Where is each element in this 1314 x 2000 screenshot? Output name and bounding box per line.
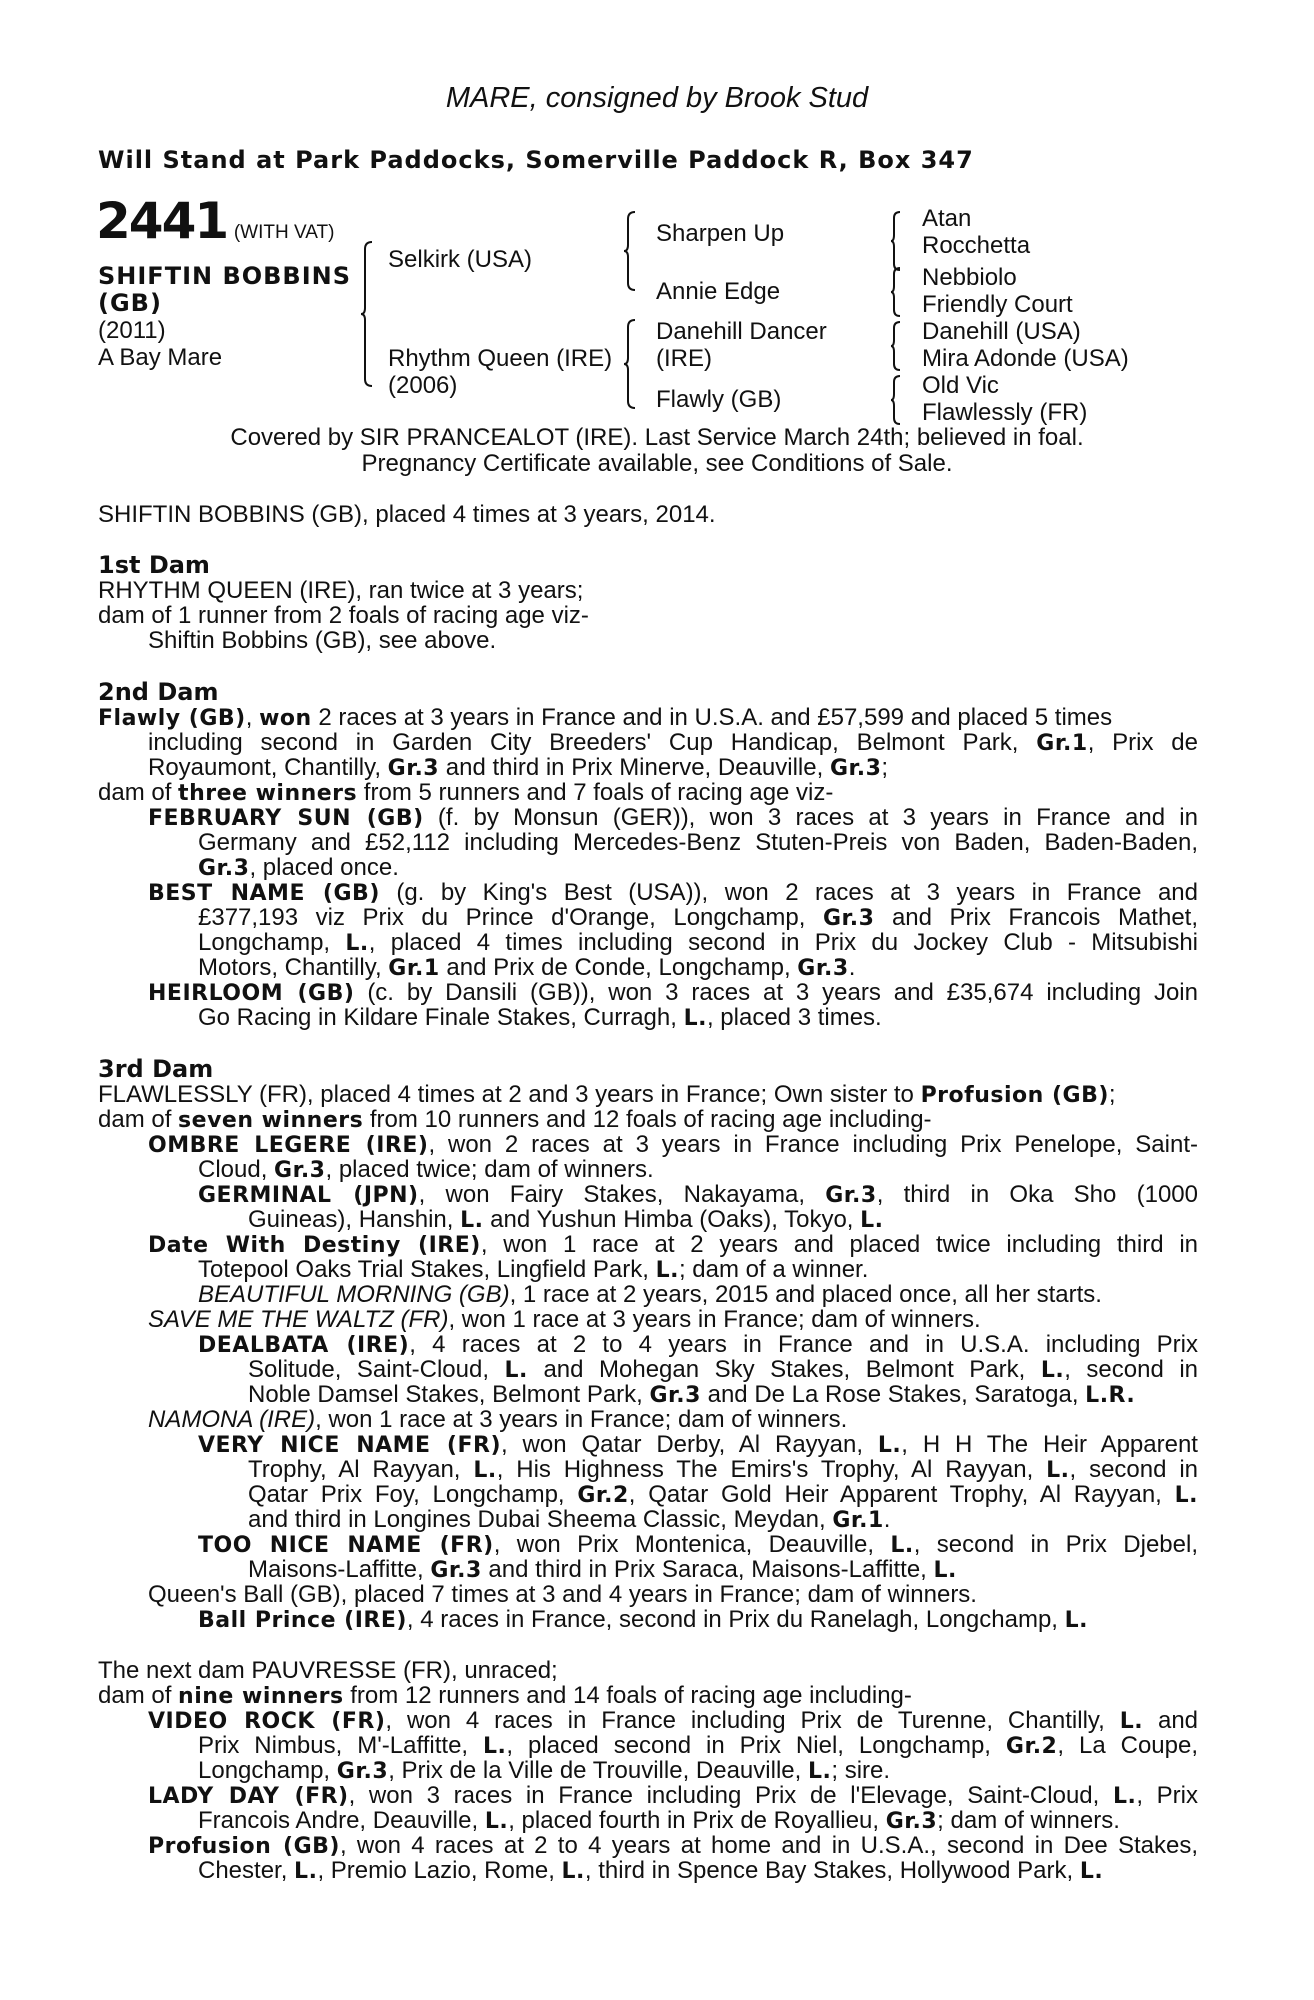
grade: L.: [561, 1859, 585, 1884]
dam-sire: Danehill Dancer: [656, 318, 827, 345]
stand-location: Will Stand at Park Paddocks, Somerville Paddock R, Box 347: [98, 146, 974, 174]
deal-line3: [248, 1382, 1135, 1408]
summary: SHIFTIN BOBBINS (GB), placed 4 times at 3 years, 2014.: [98, 501, 716, 528]
sire-dam: Annie Edge: [656, 278, 781, 305]
text: and: [1143, 1707, 1199, 1734]
text: including second in Garden City Breeders' Cup Handicap, Belmont Park,: [148, 729, 1037, 756]
gg-1: Atan: [922, 205, 972, 232]
deal-line2: [248, 1357, 1198, 1383]
grade: Gr.1: [832, 1508, 884, 1533]
brace-g1: [890, 210, 902, 272]
text: Cloud,: [198, 1156, 275, 1183]
germ-line2: [248, 1207, 884, 1233]
video-line1: [148, 1708, 1198, 1734]
text: Germany and £52,112 including Mercedes-Benz Stuten-Preis von Baden, Baden-Baden,: [198, 829, 1198, 856]
text: , placed 4 times including second in Prix du Jockey Club - Mitsubishi: [368, 929, 1198, 956]
grade: L.: [484, 1809, 509, 1834]
horse-name: BEST NAME (GB): [148, 881, 380, 906]
text: , His Highness The Emirs's Trophy, Al Rayyan,: [496, 1456, 1047, 1483]
horse-name-line2: (GB): [98, 289, 162, 317]
horse-name: NAMONA (IRE): [148, 1406, 316, 1433]
flawly-name: Flawly (GB): [98, 706, 246, 731]
save-line: [148, 1307, 981, 1332]
text: (f. by Monsun (GER)), won 3 races at 3 years in France and in: [423, 804, 1198, 831]
text: £377,193 viz Prix du Prince d'Orange, Longchamp,: [198, 904, 823, 931]
video-line3: [198, 1758, 890, 1784]
horse-name: Ball Prince (IRE): [198, 1608, 407, 1633]
grade: L.: [877, 1433, 902, 1458]
flawly-won: won: [259, 706, 312, 731]
text: and third in Longines Dubai Sheema Classic, Meydan,: [248, 1506, 833, 1533]
third-dam-heading: 3rd Dam: [98, 1055, 214, 1083]
horse-name: VERY NICE NAME (FR): [198, 1433, 502, 1458]
text: , second in: [1069, 1456, 1199, 1483]
text: Francois Andre, Deauville,: [198, 1807, 485, 1834]
very-line2: [248, 1457, 1198, 1483]
horse-name: Profusion (GB): [920, 1083, 1109, 1108]
ombre-line2: [198, 1157, 654, 1183]
very-line1: [198, 1432, 1198, 1458]
text: , won Qatar Derby, Al Rayyan,: [501, 1431, 878, 1458]
lot-header: [96, 192, 335, 250]
horse-name: TOO NICE NAME (FR): [198, 1533, 494, 1558]
first-dam-line: RHYTHM QUEEN (IRE), ran twice at 3 years;: [98, 577, 584, 604]
text: from 12 runners and 14 foals of racing age including-: [343, 1682, 912, 1709]
grade: L.: [345, 931, 369, 956]
horse-name: GERMINAL (JPN): [198, 1183, 419, 1208]
horse-year: (2011): [98, 317, 166, 344]
namona-line: [148, 1407, 847, 1432]
text: , Qatar Gold Heir Apparent Trophy, Al Rayyan,: [628, 1481, 1175, 1508]
grade: Gr.3: [825, 1183, 877, 1208]
lot-vat: (WITH VAT): [233, 222, 335, 243]
heir-line2: [198, 1005, 882, 1031]
gg-4: Friendly Court: [922, 291, 1073, 318]
covering-line2: Pregnancy Certificate available, see Conditions of Sale.: [361, 450, 953, 477]
ball-line: [198, 1607, 1088, 1633]
text: (c. by Dansili (GB)), won 3 races at 3 years and £35,674 including Join: [354, 979, 1198, 1006]
first-dam-heading: 1st Dam: [98, 551, 210, 579]
text: (g. by King's Best (USA)), won 2 races at 3 years in France and: [379, 879, 1198, 906]
grade: L.: [1046, 1458, 1070, 1483]
grade: Gr.3: [198, 856, 250, 881]
queens-line: Queen's Ball (GB), placed 7 times at 3 and 4 years in France; dam of winners.: [148, 1581, 977, 1608]
text: , won 4 races at 2 to 4 years at home and in U.S.A., second in Dee Stakes,: [339, 1832, 1198, 1859]
text: Trophy, Al Rayyan,: [248, 1456, 474, 1483]
grade: L.: [890, 1533, 914, 1558]
horse-name: HEIRLOOM (GB): [148, 981, 355, 1006]
horse-name: Profusion (GB): [148, 1834, 340, 1859]
text: and Prix Francois Mathet,: [874, 904, 1199, 931]
sale-title: MARE, consigned by Brook Stud: [445, 82, 869, 114]
grade: L.: [860, 1208, 884, 1233]
grade: L.: [1119, 1709, 1144, 1734]
best-line4: [198, 955, 855, 981]
sire: Selkirk (USA): [388, 246, 533, 273]
dam-dam: Flawly (GB): [656, 386, 782, 413]
gg-2: Rocchetta: [922, 232, 1031, 259]
text: , won 1 race at 3 years in France; dam of winners.: [315, 1406, 848, 1433]
gg-7: Old Vic: [922, 372, 999, 399]
first-dam-line: dam of 1 runner from 2 foals of racing age viz-: [98, 602, 589, 629]
text: and Prix de Conde, Longchamp,: [439, 954, 798, 981]
second-dam-heading: 2nd Dam: [98, 678, 219, 706]
date-line2: [198, 1257, 868, 1283]
text: ; dam of winners.: [937, 1807, 1120, 1834]
grade: L.: [1112, 1784, 1137, 1809]
text: , won 1 race at 3 years in France; dam of winners.: [448, 1306, 981, 1333]
text: , placed once.: [249, 854, 399, 881]
text: , Prix de: [1087, 729, 1198, 756]
text: FLAWLESSLY (FR), placed 4 times at 2 and 3 years in France; Own sister to: [98, 1081, 921, 1108]
horse-name: BEAUTIFUL MORNING (GB): [198, 1281, 510, 1308]
very-line4: [248, 1507, 890, 1533]
text: , Prix: [1136, 1782, 1198, 1809]
horse-name: Date With Destiny (IRE): [148, 1233, 481, 1258]
text: and third in Prix Minerve, Deauville,: [439, 754, 830, 781]
flawly-line2: [148, 730, 1198, 756]
lot-number: 2441: [96, 192, 228, 250]
text: from 5 runners and 7 foals of racing age viz-: [357, 779, 834, 806]
horse-name: SAVE ME THE WALTZ (FR): [148, 1306, 449, 1333]
text: Solitude, Saint-Cloud,: [248, 1356, 505, 1383]
text: , won 4 races in France including Prix de Turenne, Chantilly,: [385, 1707, 1120, 1734]
text: , third in Spence Bay Stakes, Hollywood Park,: [584, 1857, 1080, 1884]
grade: Gr.3: [829, 756, 882, 781]
grade: L.: [504, 1358, 528, 1383]
winners-count: nine winners: [178, 1684, 344, 1709]
text: , 1 race at 2 years, 2015 and placed once, all her starts.: [509, 1281, 1102, 1308]
text: , won 1 race at 2 years and placed twice including third in: [480, 1231, 1198, 1258]
brace-main: [360, 240, 374, 388]
text: ;: [881, 754, 889, 781]
text: , won 3 races in France including Prix de l'Elevage, Saint-Cloud,: [348, 1782, 1113, 1809]
third-dam-line2: [98, 1107, 932, 1133]
dam: Rhythm Queen (IRE): [388, 345, 613, 372]
grade: Gr.3: [336, 1759, 389, 1784]
text: , 4 races in France, second in Prix du Ranelagh, Longchamp,: [406, 1606, 1065, 1633]
grade: L.: [1040, 1358, 1065, 1383]
text: ;: [1108, 1081, 1116, 1108]
brace-g4: [890, 374, 902, 426]
text: .: [883, 1506, 891, 1533]
flawly-line3: [148, 755, 888, 781]
text: from 10 runners and 12 foals of racing age including-: [363, 1106, 932, 1133]
text: Prix Nimbus, M'-Laffitte,: [198, 1732, 484, 1759]
brace-sire: [623, 210, 637, 292]
text: Chester,: [198, 1857, 295, 1884]
horse-name: OMBRE LEGERE (IRE): [148, 1133, 429, 1158]
horse-name: DEALBATA (IRE): [198, 1333, 410, 1358]
too-line1: [198, 1532, 1198, 1558]
text: and Yushun Himba (Oaks), Tokyo,: [483, 1206, 861, 1233]
text: Maisons-Laffitte,: [248, 1556, 431, 1583]
video-line2: [198, 1733, 1198, 1759]
grade: L.: [294, 1859, 318, 1884]
text: , H H The Heir Apparent: [901, 1431, 1198, 1458]
beaut-line: [198, 1282, 1102, 1307]
pedigree-table: [0, 0, 1314, 470]
text: , La Coupe,: [1057, 1732, 1198, 1759]
grade: L.: [655, 1258, 679, 1283]
winners-count: seven winners: [178, 1108, 364, 1133]
text: Longchamp,: [198, 929, 346, 956]
grade: L.: [933, 1558, 957, 1583]
text: , placed second in Prix Niel, Longchamp,: [506, 1732, 1006, 1759]
best-line1: [148, 880, 1198, 906]
first-dam-line: Shiftin Bobbins (GB), see above.: [148, 627, 497, 654]
text: and De La Rose Stakes, Saratoga,: [700, 1381, 1086, 1408]
text: dam of: [98, 1106, 179, 1133]
flawly-line1: Flawly (GB), won 2 races at 3 years in France and in U.S.A. and £57,599 and placed 5 times: [98, 704, 1113, 731]
grade: Gr.3: [885, 1809, 938, 1834]
grade: L.: [473, 1458, 497, 1483]
next-dam-line2: [98, 1683, 912, 1709]
covering-line1: Covered by SIR PRANCEALOT (IRE). Last Service March 24th; believed in foal.: [230, 424, 1084, 451]
grade: L.: [683, 1006, 707, 1031]
text: ; sire.: [831, 1757, 891, 1784]
brace-dam: [623, 318, 637, 410]
text: , won Fairy Stakes, Nakayama,: [418, 1181, 826, 1208]
grade: L.: [1064, 1608, 1089, 1633]
text: and third in Prix Saraca, Maisons-Laffitte,: [481, 1556, 934, 1583]
text: , placed 3 times.: [706, 1004, 882, 1031]
text: , Prix de la Ville de Trouville, Deauville,: [388, 1757, 808, 1784]
text: Qatar Prix Foy, Longchamp,: [248, 1481, 578, 1508]
text: dam of: [98, 1682, 179, 1709]
very-line3: [248, 1482, 1198, 1508]
dam-sire-line2: (IRE): [656, 345, 712, 372]
text: ; dam of a winner.: [678, 1256, 869, 1283]
text: Guineas), Hanshin,: [248, 1206, 461, 1233]
next-dam-line1: The next dam PAUVRESSE (FR), unraced;: [98, 1657, 558, 1684]
horse-name: FEBRUARY SUN (GB): [148, 806, 424, 831]
text: dam of: [98, 779, 179, 806]
text: Go Racing in Kildare Finale Stakes, Curragh,: [198, 1004, 684, 1031]
grade: Gr.3: [387, 756, 440, 781]
text: , Premio Lazio, Rome,: [317, 1857, 562, 1884]
text: Totepool Oaks Trial Stakes, Lingfield Park,: [198, 1256, 656, 1283]
sire-sire: Sharpen Up: [656, 220, 785, 247]
text: .: [848, 954, 856, 981]
text: , 4 races at 2 to 4 years in France and in U.S.A. including Prix: [409, 1331, 1199, 1358]
heir-line1: [148, 980, 1198, 1006]
grade: Gr.1: [1036, 731, 1088, 756]
grade: Gr.3: [430, 1558, 482, 1583]
gg-8: Flawlessly (FR): [922, 399, 1088, 426]
third-dam-line1: [98, 1082, 1116, 1108]
horse-name: VIDEO ROCK (FR): [148, 1709, 386, 1734]
horse-name-line1: SHIFTIN BOBBINS: [98, 262, 352, 290]
grade: L.: [460, 1208, 484, 1233]
grade: L.: [1079, 1859, 1104, 1884]
date-line1: [148, 1232, 1198, 1258]
lady-line2: [198, 1808, 1120, 1834]
lady-line1: [148, 1783, 1198, 1809]
prof-line1: [148, 1833, 1198, 1859]
text: Motors, Chantilly,: [198, 954, 389, 981]
text: , placed fourth in Prix de Royallieu,: [508, 1807, 886, 1834]
grade: L.: [483, 1734, 507, 1759]
text: , second in: [1064, 1356, 1199, 1383]
gg-6: Mira Adonde (USA): [922, 345, 1129, 372]
too-line2: [248, 1557, 957, 1583]
second-dam-produce: [98, 780, 833, 806]
text: , third in Oka Sho (1000: [876, 1181, 1198, 1208]
dam-year: (2006): [388, 372, 458, 399]
grade: Gr.3: [797, 956, 849, 981]
grade: Gr.3: [822, 906, 875, 931]
feb-line1: [148, 805, 1198, 831]
grade: Gr.1: [388, 956, 440, 981]
text: Longchamp,: [198, 1757, 337, 1784]
text: , placed twice; dam of winners.: [325, 1156, 654, 1183]
text: , won 2 races at 3 years in France including Prix Penelope, Saint-: [428, 1131, 1198, 1158]
germ-line1: [198, 1182, 1198, 1208]
best-line3: [198, 930, 1198, 956]
brace-g2: [890, 266, 902, 318]
grade: Gr.2: [1005, 1734, 1058, 1759]
text: , won Prix Montenica, Deauville,: [493, 1531, 891, 1558]
horse-name: LADY DAY (FR): [148, 1784, 349, 1809]
winners-count: three winners: [178, 781, 358, 806]
text: 2 races at 3 years in France and in U.S.A. and £57,599 and placed 5 times: [311, 704, 1113, 731]
best-line2: [198, 905, 1198, 931]
grade: Gr.3: [649, 1383, 701, 1408]
horse-description: A Bay Mare: [98, 344, 223, 371]
text: and Mohegan Sky Stakes, Belmont Park,: [527, 1356, 1041, 1383]
text: Noble Damsel Stakes, Belmont Park,: [248, 1381, 650, 1408]
text: , second in Prix Djebel,: [913, 1531, 1198, 1558]
text: Royaumont, Chantilly,: [148, 754, 388, 781]
prof-line2: [198, 1858, 1103, 1884]
brace-g3: [890, 320, 902, 372]
feb-line3: [198, 855, 399, 881]
grade: Gr.3: [274, 1158, 326, 1183]
feb-line2: [198, 830, 1198, 855]
grade: Gr.2: [577, 1483, 629, 1508]
ombre-line1: [148, 1132, 1198, 1158]
deal-line1: [198, 1332, 1198, 1358]
grade: L.R.: [1085, 1383, 1136, 1408]
gg-5: Danehill (USA): [922, 318, 1081, 345]
grade: L.: [807, 1759, 832, 1784]
gg-3: Nebbiolo: [922, 264, 1017, 291]
grade: L.: [1174, 1483, 1198, 1508]
